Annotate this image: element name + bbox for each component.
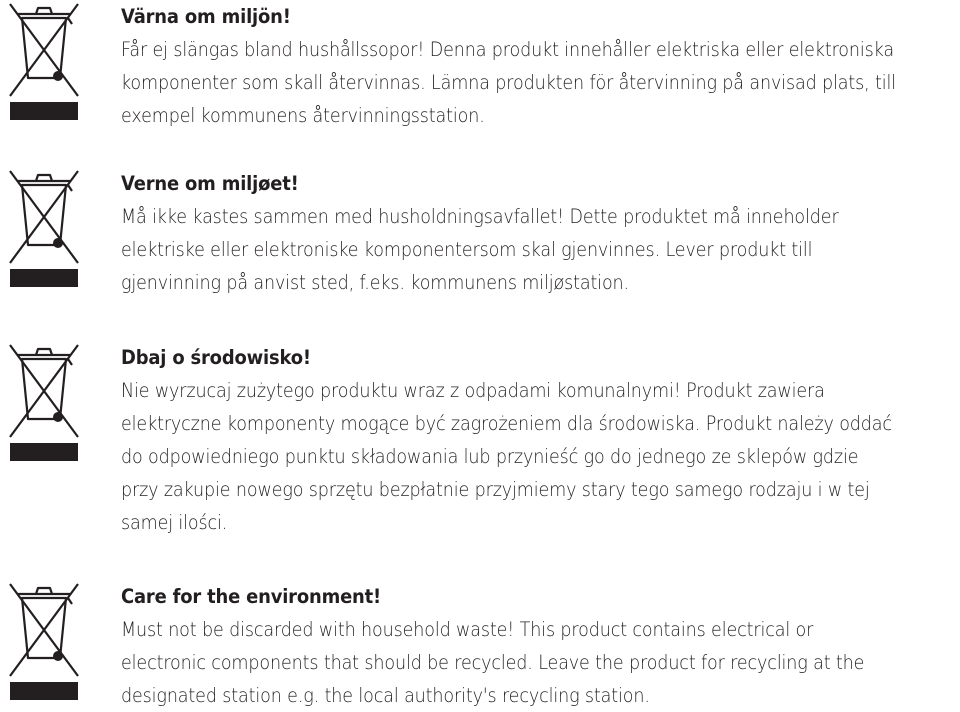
body-line: do odpowiedniego punktu składowania lub przynieść go do jednego ze sklepów gdzie <box>121 445 859 468</box>
crossed-out-wheelie-bin-icon <box>8 0 80 120</box>
body-line: designated station e.g. the local authority's recycling station. <box>121 684 650 707</box>
body-line: Nie wyrzucaj zużytego produktu wraz z odpadami komunalnymi! Produkt zawiera <box>121 379 825 402</box>
crossed-out-wheelie-bin-icon <box>8 341 80 461</box>
body-line: Må ikke kastes sammen med husholdningsavfallet! Dette produktet må inneholder <box>121 205 839 228</box>
body-line: exempel kommunens återvinningsstation. <box>121 104 485 127</box>
body-line: elektryczne komponenty mogące być zagrożeniem dla środowiska. Produkt należy oddać <box>121 412 892 435</box>
body-line: przy zakupie nowego sprzętu bezpłatnie przyjmiemy stary tego samego rodzaju i w tej <box>121 478 870 501</box>
section-text <box>121 580 957 712</box>
body-line: Får ej slängas bland hushållssopor! Denna produkt innehåller elektriska eller elektroniska <box>121 38 894 61</box>
section-text <box>121 0 957 132</box>
section-title: Care for the environment! <box>121 585 382 608</box>
body-line: Must not be discarded with household waste! This product contains electrical or <box>121 618 814 641</box>
section-text <box>121 167 957 299</box>
section-title: Verne om miljøet! <box>121 172 299 195</box>
section-title: Dbaj o środowisko! <box>121 346 311 369</box>
body-line: samej ilości. <box>121 511 228 534</box>
crossed-out-wheelie-bin-icon <box>8 580 80 700</box>
section-text <box>121 341 957 539</box>
crossed-out-wheelie-bin-icon <box>8 167 80 287</box>
section-title: Värna om miljön! <box>121 5 291 28</box>
body-line: elektriske eller elektroniske komponentersom skal gjenvinnes. Lever produkt till <box>121 238 813 261</box>
body-line: electronic components that should be recycled. Leave the product for recycling at the <box>121 651 865 674</box>
body-line: komponenter som skall återvinnas. Lämna produkten för återvinning på anvisad plats, till <box>121 71 897 94</box>
body-line: gjenvinning på anvist sted, f.eks. kommunens miljøstation. <box>121 271 629 294</box>
